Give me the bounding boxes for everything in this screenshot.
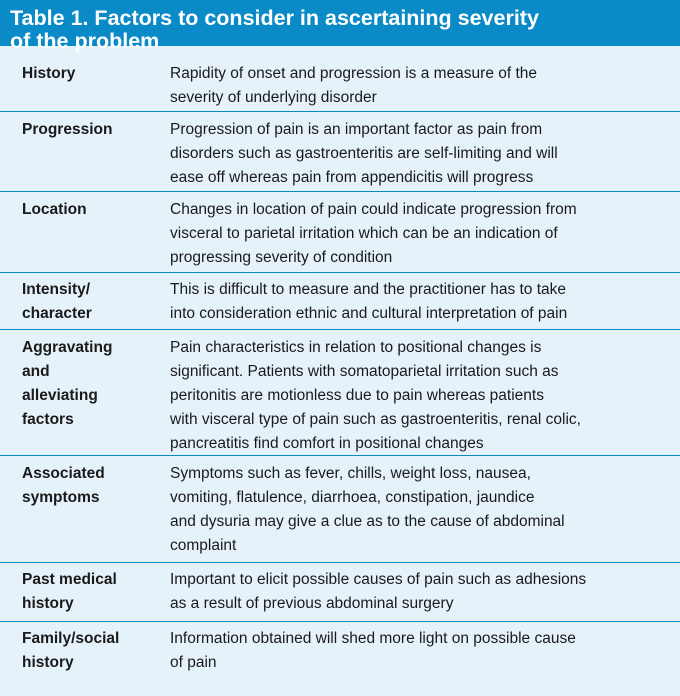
table-title <box>0 0 680 53</box>
row-label: Associated symptoms <box>22 465 105 506</box>
table-row <box>0 456 680 563</box>
row-description: Symptoms such as fever, chills, weight loss, nausea, vomiting, flatulence, diarrhoea, constipation, jaundice and dysuria may give a clue as to the cause of abdominal complaint <box>170 465 565 554</box>
table-row <box>0 330 680 456</box>
table-row <box>0 56 680 112</box>
table-row <box>0 192 680 273</box>
row-label: Family/social history <box>22 630 120 671</box>
table-row <box>0 622 680 680</box>
table-row <box>0 563 680 622</box>
table-title-line-1: Table 1. Factors to consider in ascertaining severity <box>10 6 539 30</box>
row-description: Pain characteristics in relation to positional changes is significant. Patients with somatoparietal irritation such as peritonitis are motionless due to pain whereas patients with visceral type of pain such as gastroenteritis, renal colic, pancreatitis find comfort in positional changes <box>170 339 581 452</box>
row-label: Intensity/ character <box>22 281 92 322</box>
row-label: Location <box>22 201 87 218</box>
table-body <box>0 56 680 680</box>
table-row <box>0 273 680 330</box>
row-description: Progression of pain is an important factor as pain from disorders such as gastroenteritis are self-limiting and will ease off whereas pain from appendicitis will progress <box>170 121 558 186</box>
row-label: History <box>22 65 76 82</box>
table-title-line-2: of the problem <box>10 29 160 53</box>
row-description: This is difficult to measure and the practitioner has to take into consideration ethnic and cultural interpretation of pain <box>170 281 568 322</box>
row-description: Important to elicit possible causes of pain such as adhesions as a result of previous abdominal surgery <box>170 571 587 612</box>
row-label: Progression <box>22 121 113 138</box>
row-description: Information obtained will shed more light on possible cause of pain <box>170 630 576 671</box>
row-label: Past medical history <box>22 571 117 612</box>
row-label: Aggravating and alleviating factors <box>22 339 113 428</box>
table-row <box>0 112 680 192</box>
row-description: Changes in location of pain could indicate progression from visceral to parietal irritation which can be an indication of progressing severity of condition <box>170 201 577 266</box>
row-description: Rapidity of onset and progression is a measure of the severity of underlying disorder <box>170 65 538 106</box>
